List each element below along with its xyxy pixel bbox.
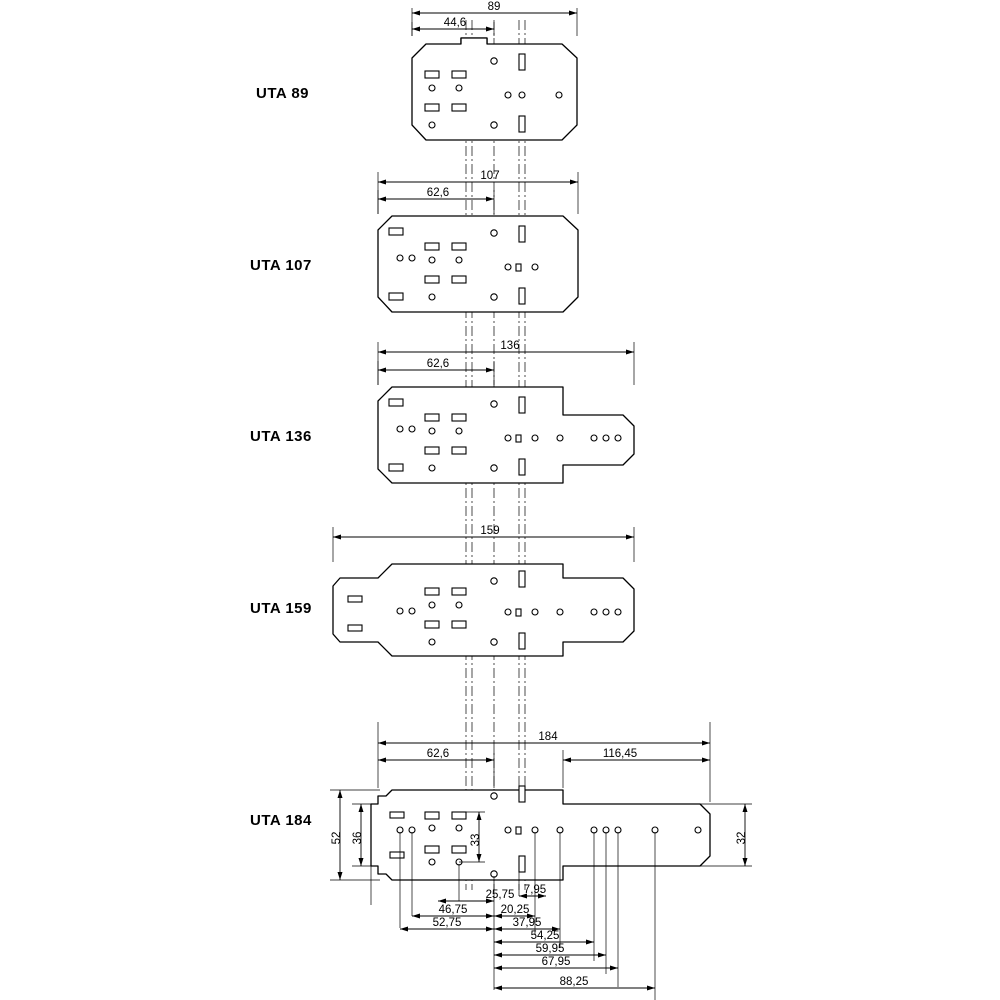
part-uta-107 xyxy=(378,170,578,312)
dim-52-75: 52,75 xyxy=(432,917,462,929)
dim-25-75: 25,75 xyxy=(485,889,515,901)
dim-62-6-c: 62,6 xyxy=(426,748,450,760)
dim-32: 32 xyxy=(736,831,748,845)
part-label-uta-159: UTA 159 xyxy=(250,600,312,617)
dim-136: 136 xyxy=(500,340,520,352)
dim-62-6-a: 62,6 xyxy=(426,187,450,199)
dim-46-75: 46,75 xyxy=(438,904,468,916)
dim-116-45: 116,45 xyxy=(602,748,638,760)
part-uta-184 xyxy=(330,722,752,1000)
dim-107: 107 xyxy=(480,170,500,182)
dim-62-6-b: 62,6 xyxy=(426,358,450,370)
part-uta-89 xyxy=(412,1,577,140)
dim-59-95: 59,95 xyxy=(535,943,565,955)
dim-88-25: 88,25 xyxy=(559,976,589,988)
part-label-uta-184: UTA 184 xyxy=(250,812,312,829)
dim-37-95: 37,95 xyxy=(512,917,542,929)
part-label-uta-89: UTA 89 xyxy=(256,85,310,102)
dim-44-6: 44,6 xyxy=(443,17,467,29)
dim-89: 89 xyxy=(487,1,501,13)
dim-184: 184 xyxy=(538,731,558,743)
dim-54-25: 54,25 xyxy=(530,930,560,942)
dim-52: 52 xyxy=(331,831,343,845)
dim-36: 36 xyxy=(352,831,364,845)
dim-7-95: 7,95 xyxy=(523,884,547,896)
dim-67-95: 67,95 xyxy=(541,956,571,968)
dim-20-25: 20,25 xyxy=(500,904,530,916)
part-uta-159 xyxy=(333,525,634,656)
part-label-uta-136: UTA 136 xyxy=(250,428,312,445)
dim-159: 159 xyxy=(480,525,500,537)
part-label-uta-107: UTA 107 xyxy=(250,257,312,274)
part-uta-136 xyxy=(378,340,634,483)
dim-33: 33 xyxy=(470,833,482,847)
